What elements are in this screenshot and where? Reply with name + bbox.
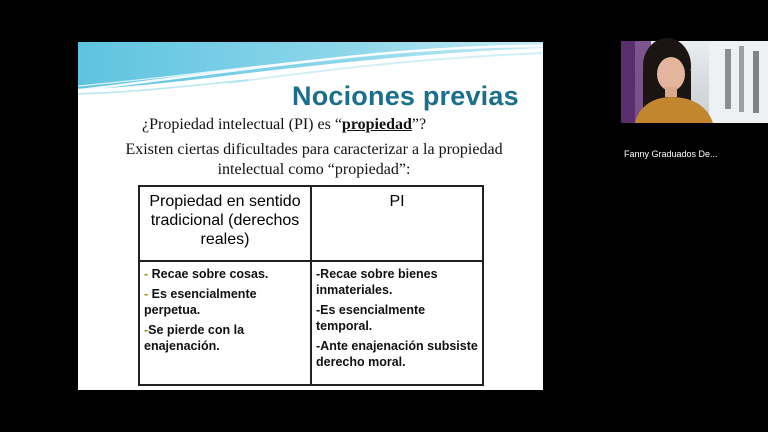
table-header-pi: PI (311, 186, 483, 261)
slide-title: Nociones previas (292, 81, 519, 111)
list-item-text: Se pierde con la enajenación. (144, 323, 245, 353)
list-item: -Recae sobre bienes inmateriales. (316, 267, 438, 297)
table-cell-traditional (139, 261, 311, 385)
presentation-slide (78, 42, 543, 390)
list-item (144, 322, 307, 354)
table-header-traditional: Propiedad en sentido tradicional (derechos reales) (139, 186, 311, 261)
comparison-table (138, 185, 484, 386)
bullet-dash: - (144, 323, 149, 337)
participant-video-tile[interactable] (621, 41, 768, 159)
bullet-dash: - (144, 267, 152, 281)
list-item-text: Es esencialmente perpetua. (144, 287, 257, 317)
list-item-text: Recae sobre cosas. (151, 267, 269, 281)
question-emphasis: propiedad (341, 116, 412, 133)
slide-intro-text: Existen ciertas dificultades para caracterizar a la propiedad intelectual como “propiedad”: (125, 141, 503, 178)
question-text-end: ”? (411, 116, 427, 133)
slide-question (142, 116, 426, 134)
question-text-start: ¿Propiedad intelectual (PI) es “ (142, 116, 342, 133)
list-item: -Es esencialmente temporal. (316, 303, 426, 333)
list-item (144, 266, 307, 282)
list-item: -Ante enajenación subsiste derecho moral. (316, 339, 478, 369)
bullet-dash: - (144, 287, 152, 301)
participant-name-label: Fanny Graduados De... (621, 148, 768, 160)
list-item (144, 286, 307, 318)
table-cell-pi (311, 261, 483, 385)
participant-video-image (621, 41, 768, 123)
